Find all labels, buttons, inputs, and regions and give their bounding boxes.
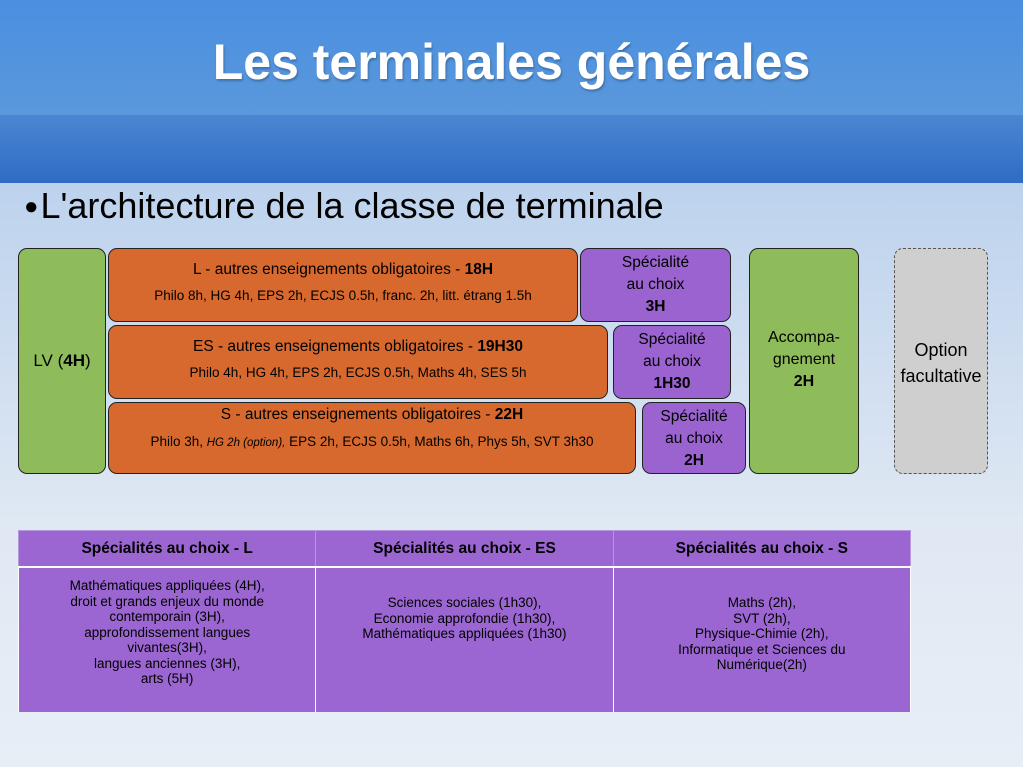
accompagnement-line1: Accompa- <box>767 329 841 346</box>
accompagnement-box <box>749 248 859 474</box>
specialite-l-hours: 3H <box>645 298 666 315</box>
track-es-heading: ES - autres enseignements obligatoires - 19H30 <box>192 338 523 355</box>
lv-label: LV (4H) <box>33 351 91 370</box>
bullet-item <box>24 184 664 229</box>
specialite-s-box <box>642 402 746 474</box>
specialite-l-line1: Spécialité <box>621 254 690 271</box>
track-s-box <box>108 402 636 474</box>
track-es-box <box>108 325 608 399</box>
option-line2: facultative <box>900 366 982 386</box>
track-es-subjects: Philo 4h, HG 4h, EPS 2h, ECJS 0.5h, Maths 4h, SES 5h <box>189 365 527 380</box>
header-l: Spécialités au choix - L <box>19 531 316 568</box>
track-l-subjects: Philo 8h, HG 4h, EPS 2h, ECJS 0.5h, franc. 2h, litt. étrang 1.5h <box>154 288 532 303</box>
table-row <box>19 567 911 712</box>
specialite-s-line2: au choix <box>665 430 723 447</box>
header-s: Spécialités au choix - S <box>613 531 910 568</box>
specialite-es-line2: au choix <box>643 353 701 370</box>
bullet-dot-icon: ● <box>24 193 39 220</box>
header-es: Spécialités au choix - ES <box>316 531 613 568</box>
cell-s: Maths (2h), SVT (2h), Physique-Chimie (2h), Informatique et Sciences du Numérique(2h) <box>613 567 910 712</box>
track-s-subjects: Philo 3h, HG 2h (option), EPS 2h, ECJS 0.5h, Maths 6h, Phys 5h, SVT 3h30 <box>150 434 594 449</box>
option-line1: Option <box>914 340 968 360</box>
cell-es: Sciences sociales (1h30), Economie approfondie (1h30), Mathématiques appliquées (1h30) <box>316 567 613 712</box>
cell-l: Mathématiques appliquées (4H), droit et grands enjeux du monde contemporain (3H), approfondissement langues vivantes(3H), langues anciennes (3H), arts (5H) <box>19 567 316 712</box>
slide-title: Les terminales générales <box>212 34 811 90</box>
specialite-l-line2: au choix <box>626 276 685 293</box>
specialite-es-box <box>613 325 731 399</box>
track-s-heading: S - autres enseignements obligatoires - 22H <box>220 406 524 423</box>
specialite-es-line1: Spécialité <box>638 331 706 348</box>
accompagnement-line2: gnement <box>772 351 836 368</box>
track-l-heading: L - autres enseignements obligatoires - 18H <box>192 261 494 278</box>
table-header-row <box>19 531 911 568</box>
specialite-es-hours: 1H30 <box>653 375 691 392</box>
bullet-text: L'architecture de la classe de terminale <box>40 185 664 226</box>
track-l-box <box>108 248 578 322</box>
specialite-s-line1: Spécialité <box>660 408 728 425</box>
option-box <box>894 248 988 474</box>
specialites-table <box>18 530 911 712</box>
accompagnement-hours: 2H <box>793 373 815 390</box>
specialite-s-hours: 2H <box>684 452 704 469</box>
specialite-l-box <box>580 248 731 322</box>
lv-box <box>18 248 106 474</box>
title-band <box>0 115 1023 183</box>
